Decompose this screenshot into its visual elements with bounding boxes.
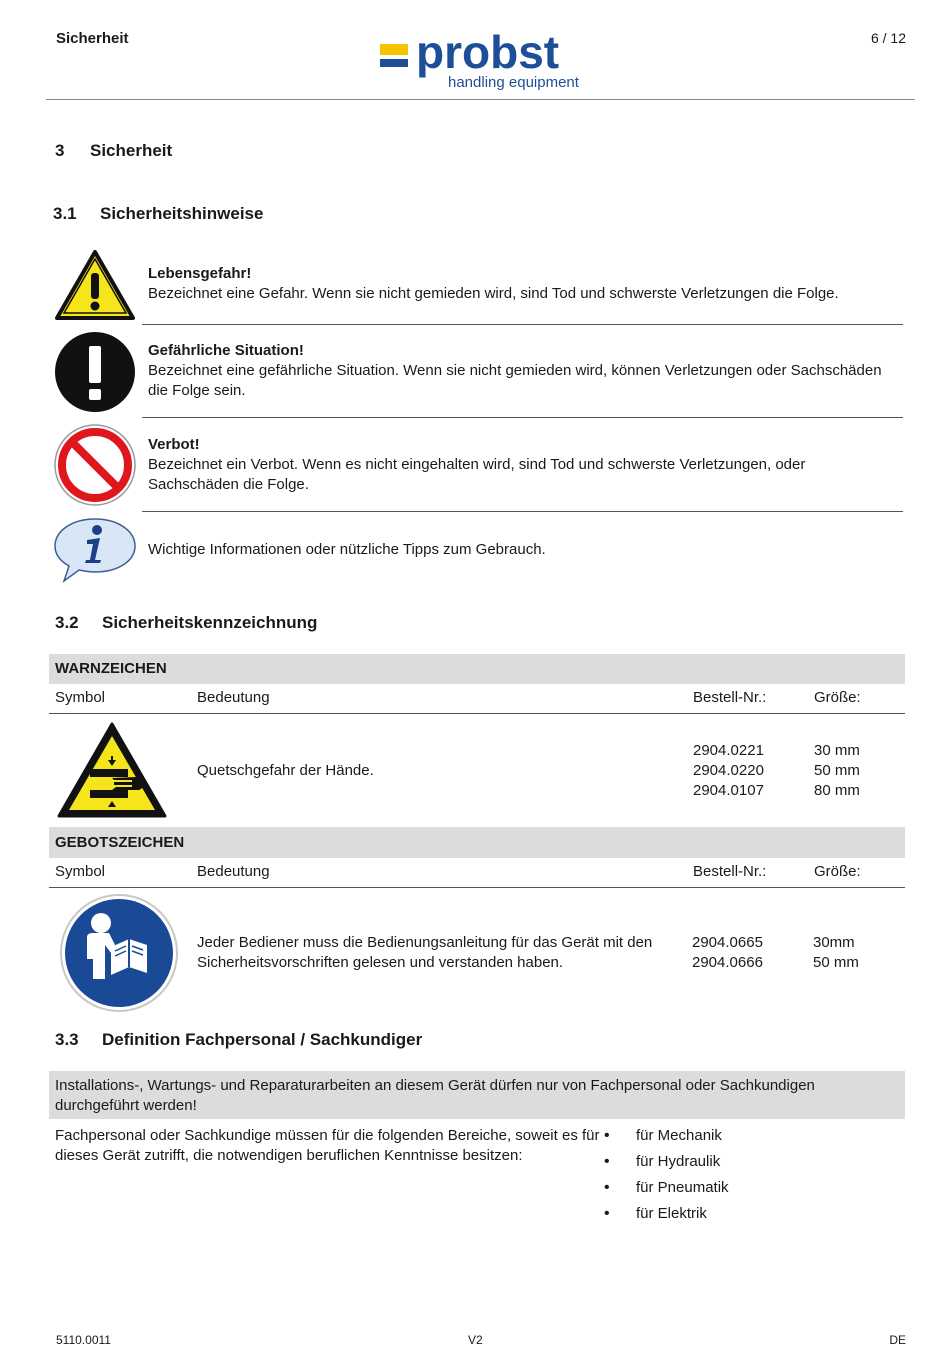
notice-title: Lebensgefahr! [148,265,252,282]
warning-triangle-icon [54,249,136,321]
header-title: Sicherheit [56,30,129,47]
header-divider [46,99,915,100]
meaning-line: Sicherheitsvorschriften gelesen und verstanden haben. [197,954,564,971]
subsection-3-3-heading [55,1030,422,1050]
footer-language: DE [889,1333,906,1347]
order-number: 2904.0666 [692,954,763,971]
list-item: • für Pneumatik [604,1178,729,1204]
meaning-line: Jeder Bediener muss die Bedienungsanleitung für das Gerät mit den [197,934,653,951]
notice-divider [142,511,903,512]
subsection-number: 3.2 [55,613,79,632]
warn-order-list [693,741,764,801]
page-number: 6 / 12 [870,30,906,46]
probst-logo [378,26,590,94]
mandatory-meaning [197,933,652,973]
qualification-paragraph: Fachpersonal oder Sachkundige müssen für die folgenden Bereiche, soweit es für dieses Gerät zutrifft, die notwendigen beruflichen Kenntnisse besitzen: [55,1127,600,1164]
subsection-title: Sicherheitskennzeichnung [102,613,318,632]
hand-crush-warning-icon [56,721,168,819]
size-value: 80 mm [814,782,860,799]
subsection-title: Sicherheitshinweise [100,204,264,223]
mandatory-order-list [692,933,763,973]
notice-dangerous-situation [148,341,888,401]
exclamation-circle-icon [54,331,136,413]
subsection-3-2-heading [55,613,317,633]
column-size: Größe: [814,689,861,706]
warn-size-list [814,741,860,801]
size-value: 50 mm [814,762,860,779]
read-manual-icon [59,893,179,1013]
subsection-title: Definition Fachpersonal / Sachkundiger [102,1030,423,1049]
info-bubble-icon [52,516,138,584]
column-size: Größe: [814,863,861,880]
subsection-3-1-heading [53,204,263,224]
size-value: 30 mm [814,742,860,759]
qualification-highlight: Installations-, Wartungs- und Reparaturarbeiten an diesem Gerät dürfen nur von Fachpersonal oder Sachkundigen durchgeführt werden! [49,1071,905,1119]
section-number: 3 [55,141,65,160]
logo-tagline: handling equipment [448,74,579,91]
warn-band: WARNZEICHEN [49,654,905,684]
notice-info [148,540,888,560]
prohibition-icon [53,423,137,507]
notice-text: Bezeichnet eine gefährliche Situation. Wenn sie nicht gemieden wird, können Verletzungen oder Sachschäden die Folge sein. [148,362,882,399]
order-number: 2904.0107 [693,782,764,799]
footer-version: V2 [468,1333,483,1347]
logo-blue-bar [380,59,408,67]
column-symbol: Symbol [55,863,106,880]
size-value: 50 mm [813,954,859,971]
list-item: • für Mechanik [604,1126,729,1152]
column-order-no: Bestell-Nr.: [693,689,767,706]
notice-title: Gefährliche Situation! [148,342,304,359]
subsection-number: 3.1 [53,204,77,223]
column-meaning: Bedeutung [197,863,270,880]
column-order-no: Bestell-Nr.: [693,863,767,880]
list-item: • für Elektrik [604,1204,729,1230]
warn-meaning: Quetschgefahr der Hände. [197,762,374,779]
size-value: 30mm [813,934,855,951]
notice-title: Verbot! [148,436,200,453]
mandatory-size-list [813,933,859,973]
logo-yellow-bar [380,44,408,55]
section-title: Sicherheit [90,141,173,160]
notice-text: Wichtige Informationen oder nützliche Tipps zum Gebrauch. [148,541,546,558]
notice-text: Bezeichnet ein Verbot. Wenn es nicht eingehalten wird, sind Tod und schwerste Verletzungen, oder Sachschäden die Folge. [148,456,806,493]
column-meaning: Bedeutung [197,689,270,706]
logo-wordmark: probst [416,26,560,78]
list-item: • für Hydraulik [604,1152,729,1178]
table-header-divider [49,713,905,714]
mandatory-band: GEBOTSZEICHEN [49,827,905,858]
order-number: 2904.0221 [693,742,764,759]
column-symbol: Symbol [55,689,106,706]
notice-divider [142,324,903,325]
notice-danger [148,264,888,304]
notice-text: Bezeichnet eine Gefahr. Wenn sie nicht gemieden wird, sind Tod und schwerste Verletzungen die Folge. [148,285,839,302]
qualification-areas-list [604,1126,729,1230]
section-heading [55,141,172,161]
notice-prohibition [148,435,888,495]
footer-doc-number: 5110.0011 [56,1333,111,1347]
table-header-divider [49,887,905,888]
order-number: 2904.0665 [692,934,763,951]
order-number: 2904.0220 [693,762,764,779]
subsection-number: 3.3 [55,1030,79,1049]
notice-divider [142,417,903,418]
